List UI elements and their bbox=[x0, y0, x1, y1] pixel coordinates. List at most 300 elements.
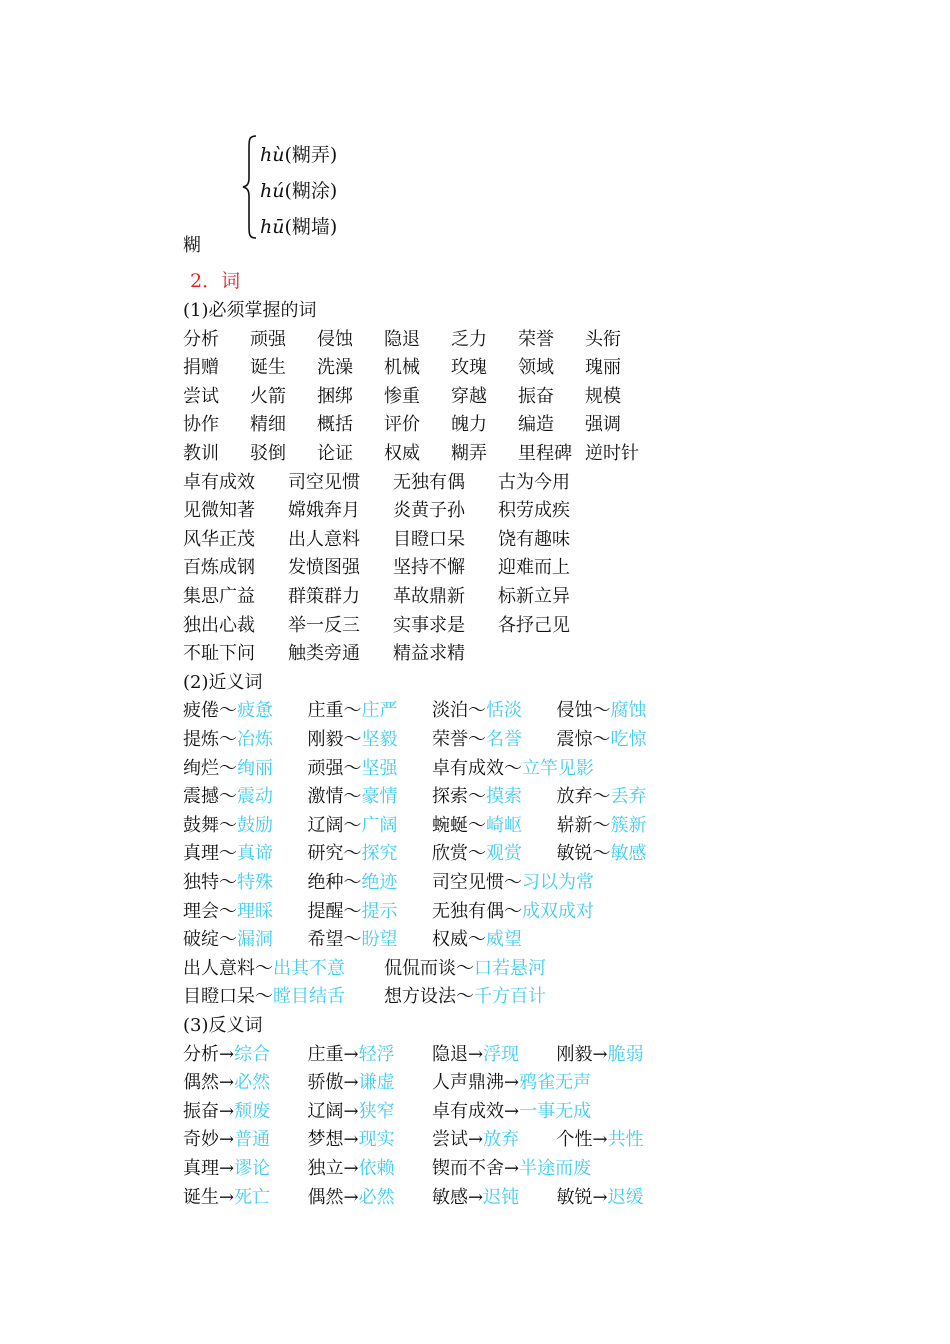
separator: ～ bbox=[343, 843, 362, 864]
separator: → bbox=[504, 1101, 520, 1122]
word: 发愤图强 bbox=[288, 557, 360, 578]
antonym-pair bbox=[308, 1068, 395, 1094]
word: 饶有趣味 bbox=[498, 529, 570, 550]
word: 目瞪口呆 bbox=[393, 529, 465, 550]
term: 目瞪口呆 bbox=[183, 986, 255, 1007]
synonym-pair bbox=[308, 811, 398, 837]
term: 司空见惯 bbox=[432, 872, 504, 893]
separator: ～ bbox=[255, 958, 273, 979]
term: 震撼 bbox=[183, 786, 219, 807]
answer: 立竿见影 bbox=[522, 758, 594, 779]
term: 真理 bbox=[183, 1158, 219, 1179]
synonym-pair bbox=[557, 811, 647, 837]
word: 精益求精 bbox=[393, 643, 465, 664]
word: 顽强 bbox=[250, 329, 286, 350]
word: 穿越 bbox=[451, 386, 487, 407]
synonym-pair bbox=[384, 954, 546, 980]
separator: → bbox=[219, 1101, 235, 1122]
antonym-pair bbox=[432, 1097, 591, 1123]
synonym-pair bbox=[308, 782, 398, 808]
answer: 腐蚀 bbox=[610, 700, 647, 721]
synonym-pair bbox=[183, 696, 273, 722]
term: 人声鼎沸 bbox=[432, 1072, 504, 1093]
word: 惨重 bbox=[384, 386, 420, 407]
separator: ～ bbox=[343, 786, 362, 807]
synonym-pair bbox=[308, 868, 398, 894]
answer: 豪情 bbox=[361, 786, 398, 807]
separator: → bbox=[592, 1129, 608, 1150]
synonym-pair bbox=[183, 954, 345, 980]
separator: ～ bbox=[219, 729, 237, 750]
term: 辽阔 bbox=[307, 815, 344, 836]
answer: 一事无成 bbox=[519, 1101, 592, 1122]
word: 编造 bbox=[518, 414, 554, 435]
separator: → bbox=[219, 1129, 235, 1150]
separator: → bbox=[468, 1187, 484, 1208]
answer: 特殊 bbox=[237, 872, 273, 893]
word: 头衔 bbox=[585, 329, 621, 350]
synonym-pair bbox=[557, 725, 647, 751]
answer: 冶炼 bbox=[237, 729, 273, 750]
answer: 名誉 bbox=[486, 729, 522, 750]
term: 诞生 bbox=[183, 1187, 219, 1208]
term: 振奋 bbox=[183, 1101, 219, 1122]
word: 论证 bbox=[317, 443, 353, 464]
answer: 疲惫 bbox=[237, 700, 273, 721]
word: 出人意料 bbox=[288, 529, 360, 550]
separator: ～ bbox=[592, 700, 611, 721]
word: 捆绑 bbox=[317, 386, 353, 407]
term: 鼓舞 bbox=[183, 815, 219, 836]
answer: 谬论 bbox=[234, 1158, 271, 1179]
word: 捐赠 bbox=[183, 357, 219, 378]
term: 分析 bbox=[183, 1044, 219, 1065]
word: 卓有成效 bbox=[183, 472, 255, 493]
separator: ～ bbox=[219, 786, 237, 807]
separator: → bbox=[343, 1044, 359, 1065]
word: 各抒己见 bbox=[498, 615, 570, 636]
word: 概括 bbox=[317, 414, 353, 435]
word: 魄力 bbox=[451, 414, 487, 435]
answer: 摸索 bbox=[486, 786, 522, 807]
answer: 死亡 bbox=[234, 1187, 271, 1208]
separator: ～ bbox=[219, 758, 237, 779]
answer: 必然 bbox=[234, 1072, 271, 1093]
word: 洗澡 bbox=[317, 357, 353, 378]
antonym-pair bbox=[557, 1125, 644, 1151]
word: 评价 bbox=[384, 414, 420, 435]
answer: 依赖 bbox=[358, 1158, 395, 1179]
term: 庄重 bbox=[307, 1044, 344, 1065]
answer: 习以为常 bbox=[522, 872, 594, 893]
antonym-pair bbox=[432, 1154, 591, 1180]
example-word: (糊涂) bbox=[284, 180, 338, 202]
separator: → bbox=[343, 1158, 359, 1179]
separator: → bbox=[219, 1187, 235, 1208]
term: 锲而不舍 bbox=[432, 1158, 504, 1179]
word: 精细 bbox=[250, 414, 286, 435]
word: 尝试 bbox=[183, 386, 219, 407]
term: 提炼 bbox=[183, 729, 219, 750]
synonym-pair bbox=[183, 982, 345, 1008]
antonym-pair bbox=[308, 1097, 395, 1123]
answer: 浮现 bbox=[483, 1044, 520, 1065]
term: 卓有成效 bbox=[432, 758, 504, 779]
synonym-pair bbox=[183, 725, 273, 751]
term: 提醒 bbox=[307, 901, 344, 922]
synonym-pair bbox=[308, 897, 398, 923]
example-word: (糊墙) bbox=[284, 216, 338, 238]
term: 侃侃而谈 bbox=[384, 958, 456, 979]
synonym-pair bbox=[557, 696, 647, 722]
answer: 探究 bbox=[361, 843, 398, 864]
term: 淡泊 bbox=[432, 700, 468, 721]
term: 出人意料 bbox=[183, 958, 255, 979]
answer: 提示 bbox=[361, 901, 398, 922]
antonym-pair bbox=[432, 1125, 519, 1151]
word: 侵蚀 bbox=[317, 329, 353, 350]
synonym-pair bbox=[432, 782, 522, 808]
separator: ～ bbox=[343, 815, 362, 836]
antonym-pair bbox=[308, 1154, 395, 1180]
subsection-heading: (2)近义词 bbox=[183, 672, 263, 693]
word: 举一反三 bbox=[288, 615, 360, 636]
separator: ～ bbox=[219, 700, 237, 721]
word: 协作 bbox=[183, 414, 219, 435]
answer: 鼓励 bbox=[237, 815, 273, 836]
term: 激情 bbox=[307, 786, 344, 807]
separator: ～ bbox=[468, 843, 486, 864]
answer: 鸦雀无声 bbox=[519, 1072, 592, 1093]
separator: ～ bbox=[592, 729, 611, 750]
term: 奇妙 bbox=[183, 1129, 219, 1150]
word: 司空见惯 bbox=[288, 472, 360, 493]
synonym-pair bbox=[432, 696, 522, 722]
pinyin: hú bbox=[260, 180, 285, 202]
answer: 迟钝 bbox=[483, 1187, 520, 1208]
synonym-pair bbox=[432, 725, 522, 751]
term: 探索 bbox=[432, 786, 468, 807]
word: 驳倒 bbox=[250, 443, 286, 464]
answer: 崎岖 bbox=[486, 815, 522, 836]
term: 疲倦 bbox=[183, 700, 219, 721]
synonym-pair bbox=[308, 696, 398, 722]
separator: → bbox=[504, 1072, 520, 1093]
curly-brace-icon bbox=[242, 134, 258, 240]
term: 敏感 bbox=[432, 1187, 468, 1208]
word: 百炼成钢 bbox=[183, 557, 255, 578]
polyphone-group bbox=[242, 132, 382, 244]
polyphone-character: 糊 bbox=[183, 235, 201, 256]
term: 庄重 bbox=[307, 700, 344, 721]
word: 风华正茂 bbox=[183, 529, 255, 550]
answer: 放弃 bbox=[483, 1129, 520, 1150]
word: 振奋 bbox=[518, 386, 554, 407]
word: 标新立异 bbox=[498, 586, 570, 607]
subsection-heading: (1)必须掌握的词 bbox=[183, 300, 317, 321]
separator: ～ bbox=[592, 786, 611, 807]
synonym-pair bbox=[183, 897, 273, 923]
antonym-pair bbox=[183, 1125, 270, 1151]
separator: → bbox=[219, 1044, 235, 1065]
answer: 敏感 bbox=[610, 843, 647, 864]
answer: 颓废 bbox=[234, 1101, 271, 1122]
separator: ～ bbox=[219, 929, 237, 950]
answer: 综合 bbox=[234, 1044, 271, 1065]
word: 见微知著 bbox=[183, 500, 255, 521]
answer: 盼望 bbox=[361, 929, 398, 950]
term: 真理 bbox=[183, 843, 219, 864]
synonym-pair bbox=[432, 839, 522, 865]
pinyin: hù bbox=[260, 144, 285, 166]
answer: 千方百计 bbox=[474, 986, 546, 1007]
answer: 坚强 bbox=[361, 758, 398, 779]
antonym-pair bbox=[183, 1097, 270, 1123]
term: 绝种 bbox=[307, 872, 344, 893]
term: 震惊 bbox=[556, 729, 593, 750]
word: 分析 bbox=[183, 329, 219, 350]
separator: → bbox=[343, 1187, 359, 1208]
term: 偶然 bbox=[307, 1187, 344, 1208]
separator: ～ bbox=[592, 843, 611, 864]
answer: 口若悬河 bbox=[474, 958, 546, 979]
answer: 出其不意 bbox=[273, 958, 345, 979]
antonym-pair bbox=[308, 1183, 395, 1209]
term: 偶然 bbox=[183, 1072, 219, 1093]
antonym-pair bbox=[183, 1154, 270, 1180]
antonym-pair bbox=[308, 1040, 395, 1066]
separator: ～ bbox=[255, 986, 273, 1007]
synonym-pair bbox=[432, 754, 594, 780]
separator: → bbox=[219, 1158, 235, 1179]
word: 迎难而上 bbox=[498, 557, 570, 578]
separator: → bbox=[343, 1101, 359, 1122]
answer: 庄严 bbox=[361, 700, 398, 721]
separator: ～ bbox=[343, 758, 362, 779]
word: 火箭 bbox=[250, 386, 286, 407]
term: 权威 bbox=[432, 929, 468, 950]
word: 坚持不懈 bbox=[393, 557, 465, 578]
word: 玫瑰 bbox=[451, 357, 487, 378]
separator: ～ bbox=[468, 929, 486, 950]
answer: 绝迹 bbox=[361, 872, 398, 893]
synonym-pair bbox=[308, 725, 398, 751]
antonym-pair bbox=[183, 1183, 270, 1209]
word: 强调 bbox=[585, 414, 621, 435]
word: 隐退 bbox=[384, 329, 420, 350]
answer: 谦虚 bbox=[358, 1072, 395, 1093]
synonym-pair bbox=[557, 782, 647, 808]
separator: → bbox=[468, 1044, 484, 1065]
polyphone-reading bbox=[260, 176, 337, 203]
synonym-pair bbox=[183, 925, 273, 951]
synonym-pair bbox=[384, 982, 546, 1008]
word: 独出心裁 bbox=[183, 615, 255, 636]
synonym-pair bbox=[183, 782, 273, 808]
answer: 威望 bbox=[486, 929, 522, 950]
term: 骄傲 bbox=[307, 1072, 344, 1093]
term: 想方设法 bbox=[384, 986, 456, 1007]
separator: ～ bbox=[343, 729, 362, 750]
synonym-pair bbox=[183, 754, 273, 780]
answer: 恬淡 bbox=[486, 700, 522, 721]
answer: 簇新 bbox=[610, 815, 647, 836]
answer: 轻浮 bbox=[358, 1044, 395, 1065]
term: 独立 bbox=[307, 1158, 344, 1179]
word: 不耻下问 bbox=[183, 643, 255, 664]
term: 崭新 bbox=[556, 815, 593, 836]
word: 集思广益 bbox=[183, 586, 255, 607]
word: 积劳成疾 bbox=[498, 500, 570, 521]
subsection-heading: (3)反义词 bbox=[183, 1015, 263, 1036]
polyphone-reading bbox=[260, 140, 337, 167]
pinyin: hū bbox=[260, 216, 285, 238]
answer: 成双成对 bbox=[522, 901, 594, 922]
answer: 丢弃 bbox=[610, 786, 647, 807]
term: 敏锐 bbox=[556, 1187, 593, 1208]
term: 独特 bbox=[183, 872, 219, 893]
word: 嫦娥奔月 bbox=[288, 500, 360, 521]
answer: 真谛 bbox=[237, 843, 273, 864]
word: 群策群力 bbox=[288, 586, 360, 607]
antonym-pair bbox=[183, 1068, 270, 1094]
term: 敏锐 bbox=[556, 843, 593, 864]
synonym-pair bbox=[183, 839, 273, 865]
separator: ～ bbox=[456, 958, 474, 979]
word: 古为今用 bbox=[498, 472, 570, 493]
term: 梦想 bbox=[307, 1129, 344, 1150]
separator: ～ bbox=[468, 815, 486, 836]
term: 尝试 bbox=[432, 1129, 468, 1150]
answer: 坚毅 bbox=[361, 729, 398, 750]
word: 触类旁通 bbox=[288, 643, 360, 664]
term: 无独有偶 bbox=[432, 901, 504, 922]
answer: 理睬 bbox=[237, 901, 273, 922]
term: 欣赏 bbox=[432, 843, 468, 864]
synonym-pair bbox=[432, 925, 522, 951]
example-word: (糊弄) bbox=[284, 144, 338, 166]
separator: ～ bbox=[219, 901, 237, 922]
answer: 观赏 bbox=[486, 843, 522, 864]
term: 放弃 bbox=[556, 786, 593, 807]
separator: ～ bbox=[219, 815, 237, 836]
answer: 半途而废 bbox=[519, 1158, 592, 1179]
separator: → bbox=[343, 1129, 359, 1150]
word: 炎黄子孙 bbox=[393, 500, 465, 521]
separator: ～ bbox=[592, 815, 611, 836]
antonym-pair bbox=[557, 1183, 644, 1209]
polyphone-reading bbox=[260, 212, 337, 239]
section-title: 2．词 bbox=[190, 270, 241, 292]
synonym-pair bbox=[557, 839, 647, 865]
term: 蜿蜒 bbox=[432, 815, 468, 836]
word: 糊弄 bbox=[451, 443, 487, 464]
word: 无独有偶 bbox=[393, 472, 465, 493]
answer: 迟缓 bbox=[607, 1187, 644, 1208]
synonym-pair bbox=[308, 925, 398, 951]
word: 荣誉 bbox=[518, 329, 554, 350]
term: 侵蚀 bbox=[556, 700, 593, 721]
word: 权威 bbox=[384, 443, 420, 464]
term: 研究 bbox=[307, 843, 344, 864]
separator: → bbox=[504, 1158, 520, 1179]
separator: → bbox=[592, 1044, 608, 1065]
answer: 狭窄 bbox=[358, 1101, 395, 1122]
antonym-pair bbox=[308, 1125, 395, 1151]
word: 乏力 bbox=[451, 329, 487, 350]
antonym-pair bbox=[432, 1183, 519, 1209]
word: 机械 bbox=[384, 357, 420, 378]
word: 教训 bbox=[183, 443, 219, 464]
word: 领域 bbox=[518, 357, 554, 378]
separator: ～ bbox=[343, 872, 362, 893]
separator: ～ bbox=[343, 929, 362, 950]
separator: ～ bbox=[456, 986, 474, 1007]
answer: 漏洞 bbox=[237, 929, 273, 950]
separator: ～ bbox=[219, 843, 237, 864]
answer: 现实 bbox=[358, 1129, 395, 1150]
separator: ～ bbox=[504, 901, 522, 922]
separator: ～ bbox=[504, 872, 522, 893]
synonym-pair bbox=[183, 811, 273, 837]
word: 瑰丽 bbox=[585, 357, 621, 378]
term: 绚烂 bbox=[183, 758, 219, 779]
separator: ～ bbox=[343, 700, 362, 721]
word: 诞生 bbox=[250, 357, 286, 378]
term: 荣誉 bbox=[432, 729, 468, 750]
synonym-pair bbox=[308, 839, 398, 865]
answer: 吃惊 bbox=[610, 729, 647, 750]
word: 规模 bbox=[585, 386, 621, 407]
term: 破绽 bbox=[183, 929, 219, 950]
answer: 共性 bbox=[607, 1129, 644, 1150]
term: 顽强 bbox=[307, 758, 344, 779]
antonym-pair bbox=[432, 1040, 519, 1066]
term: 个性 bbox=[556, 1129, 593, 1150]
antonym-pair bbox=[183, 1040, 270, 1066]
word: 逆时针 bbox=[585, 443, 639, 464]
antonym-pair bbox=[557, 1040, 644, 1066]
separator: ～ bbox=[219, 872, 237, 893]
word: 实事求是 bbox=[393, 615, 465, 636]
answer: 普通 bbox=[234, 1129, 271, 1150]
answer: 脆弱 bbox=[607, 1044, 644, 1065]
separator: ～ bbox=[504, 758, 522, 779]
separator: ～ bbox=[468, 729, 486, 750]
antonym-pair bbox=[432, 1068, 591, 1094]
separator: ～ bbox=[468, 700, 486, 721]
synonym-pair bbox=[308, 754, 398, 780]
term: 刚毅 bbox=[556, 1044, 593, 1065]
term: 辽阔 bbox=[307, 1101, 344, 1122]
separator: → bbox=[343, 1072, 359, 1093]
answer: 绚丽 bbox=[237, 758, 273, 779]
answer: 广阔 bbox=[361, 815, 398, 836]
synonym-pair bbox=[432, 897, 594, 923]
word: 里程碑 bbox=[518, 443, 572, 464]
term: 希望 bbox=[307, 929, 344, 950]
separator: → bbox=[592, 1187, 608, 1208]
synonym-pair bbox=[432, 868, 594, 894]
term: 理会 bbox=[183, 901, 219, 922]
synonym-pair bbox=[432, 811, 522, 837]
term: 卓有成效 bbox=[432, 1101, 504, 1122]
answer: 必然 bbox=[358, 1187, 395, 1208]
answer: 震动 bbox=[237, 786, 273, 807]
separator: ～ bbox=[468, 786, 486, 807]
word: 革故鼎新 bbox=[393, 586, 465, 607]
separator: ～ bbox=[343, 901, 362, 922]
